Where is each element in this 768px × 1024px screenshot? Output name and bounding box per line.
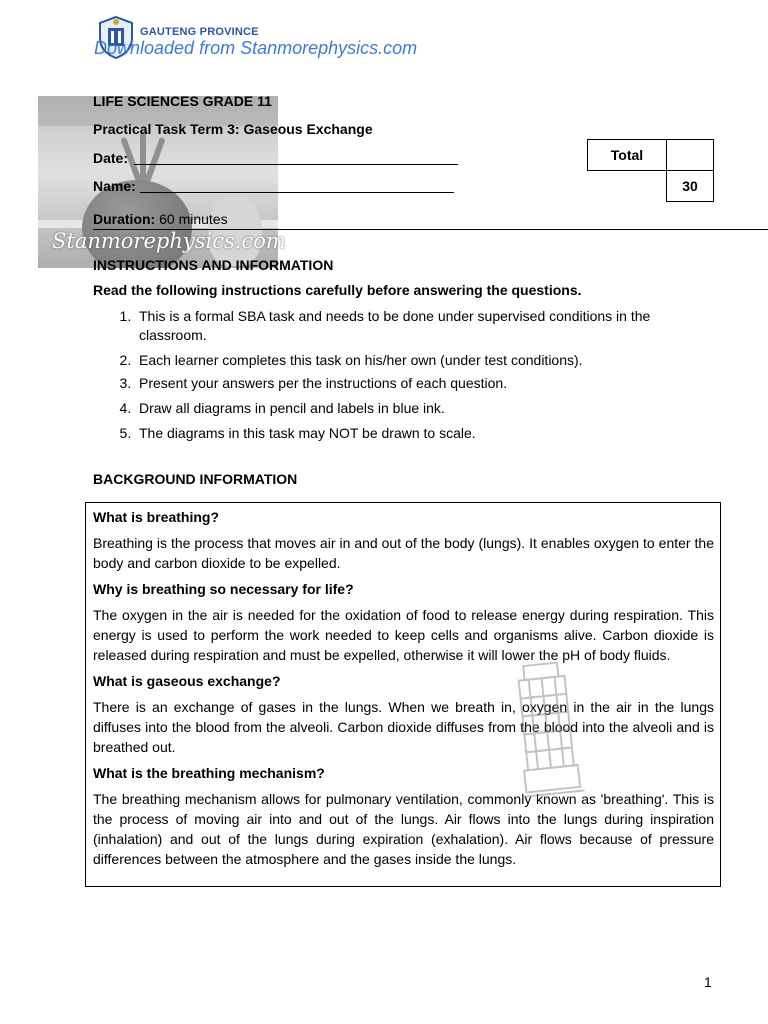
section-question: Why is breathing so necessary for life?	[93, 581, 354, 597]
background-heading: BACKGROUND INFORMATION	[93, 471, 298, 487]
total-max-value: 30	[667, 171, 714, 202]
list-item: 5. The diagrams in this task may NOT be drawn to scale.	[119, 425, 476, 441]
section-question: What is the breathing mechanism?	[93, 765, 325, 781]
duration-value: 60 minutes	[159, 211, 228, 227]
page-number: 1	[704, 974, 712, 990]
duration-label: Duration:	[93, 211, 156, 227]
name-field[interactable]	[140, 192, 454, 193]
background-info-box	[85, 502, 721, 887]
total-score-field[interactable]	[667, 140, 714, 171]
section-answer: The breathing mechanism allows for pulmonary ventilation, commonly known as 'breathing'. This is the process of moving air into and out of the lungs. Air flows into the lungs during inspiration (inhalation) and out of the lungs during expiration (exhalation). Air flows because of pressure differences between the atmosphere and the gases inside the lungs.	[93, 791, 714, 867]
leaning-tower-watermark-icon	[508, 656, 586, 804]
section-answer: The oxygen in the air is needed for the oxidation of food to release energy during respiration. This energy is used to perform the work needed to keep cells and organisms alive. Carbon dioxide is released during respiration and must be expelled, otherwise it will lower the pH of body fluids.	[93, 607, 714, 663]
total-label: Total	[588, 140, 667, 171]
section-answer: There is an exchange of gases in the lungs. When we breath in, oxygen in the air in the lungs diffuses into the blood from the alveoli. Carbon dioxide diffuses from the blood into the alveoli and is breathed out.	[93, 699, 714, 755]
list-item: 2. Each learner completes this task on his/her own (under test conditions).	[119, 352, 583, 368]
instructions-list	[93, 307, 713, 449]
duration	[93, 211, 228, 228]
list-item: 1. This is a formal SBA task and needs to be done under supervised conditions in the classroom.	[119, 308, 651, 343]
name-label: Name:	[93, 178, 136, 194]
document-subtitle: Practical Task Term 3: Gaseous Exchange	[93, 121, 373, 137]
total-empty-cell	[588, 171, 667, 202]
total-marks-box	[587, 139, 714, 202]
header-divider	[93, 229, 768, 230]
document-title: LIFE SCIENCES GRADE 11	[93, 93, 272, 109]
list-item: 4. Draw all diagrams in pencil and labels in blue ink.	[119, 400, 445, 416]
section-question: What is gaseous exchange?	[93, 673, 281, 689]
photo-watermark-text: Stanmorephysics.com	[52, 229, 286, 253]
download-watermark: Downloaded from Stanmorephysics.com	[94, 38, 418, 58]
province-name: GAUTENG PROVINCE	[140, 26, 259, 38]
instructions-lead: Read the following instructions carefully before answering the questions.	[93, 282, 582, 298]
instructions-heading: INSTRUCTIONS AND INFORMATION	[93, 257, 334, 273]
section-question: What is breathing?	[93, 509, 219, 525]
date-label: Date:	[93, 150, 129, 166]
section-answer: Breathing is the process that moves air in and out of the body (lungs). It enables oxygen to enter the body and carbon dioxide to be expelled.	[93, 535, 714, 571]
list-item: 3. Present your answers per the instructions of each question.	[119, 375, 508, 391]
date-field[interactable]	[134, 164, 458, 165]
